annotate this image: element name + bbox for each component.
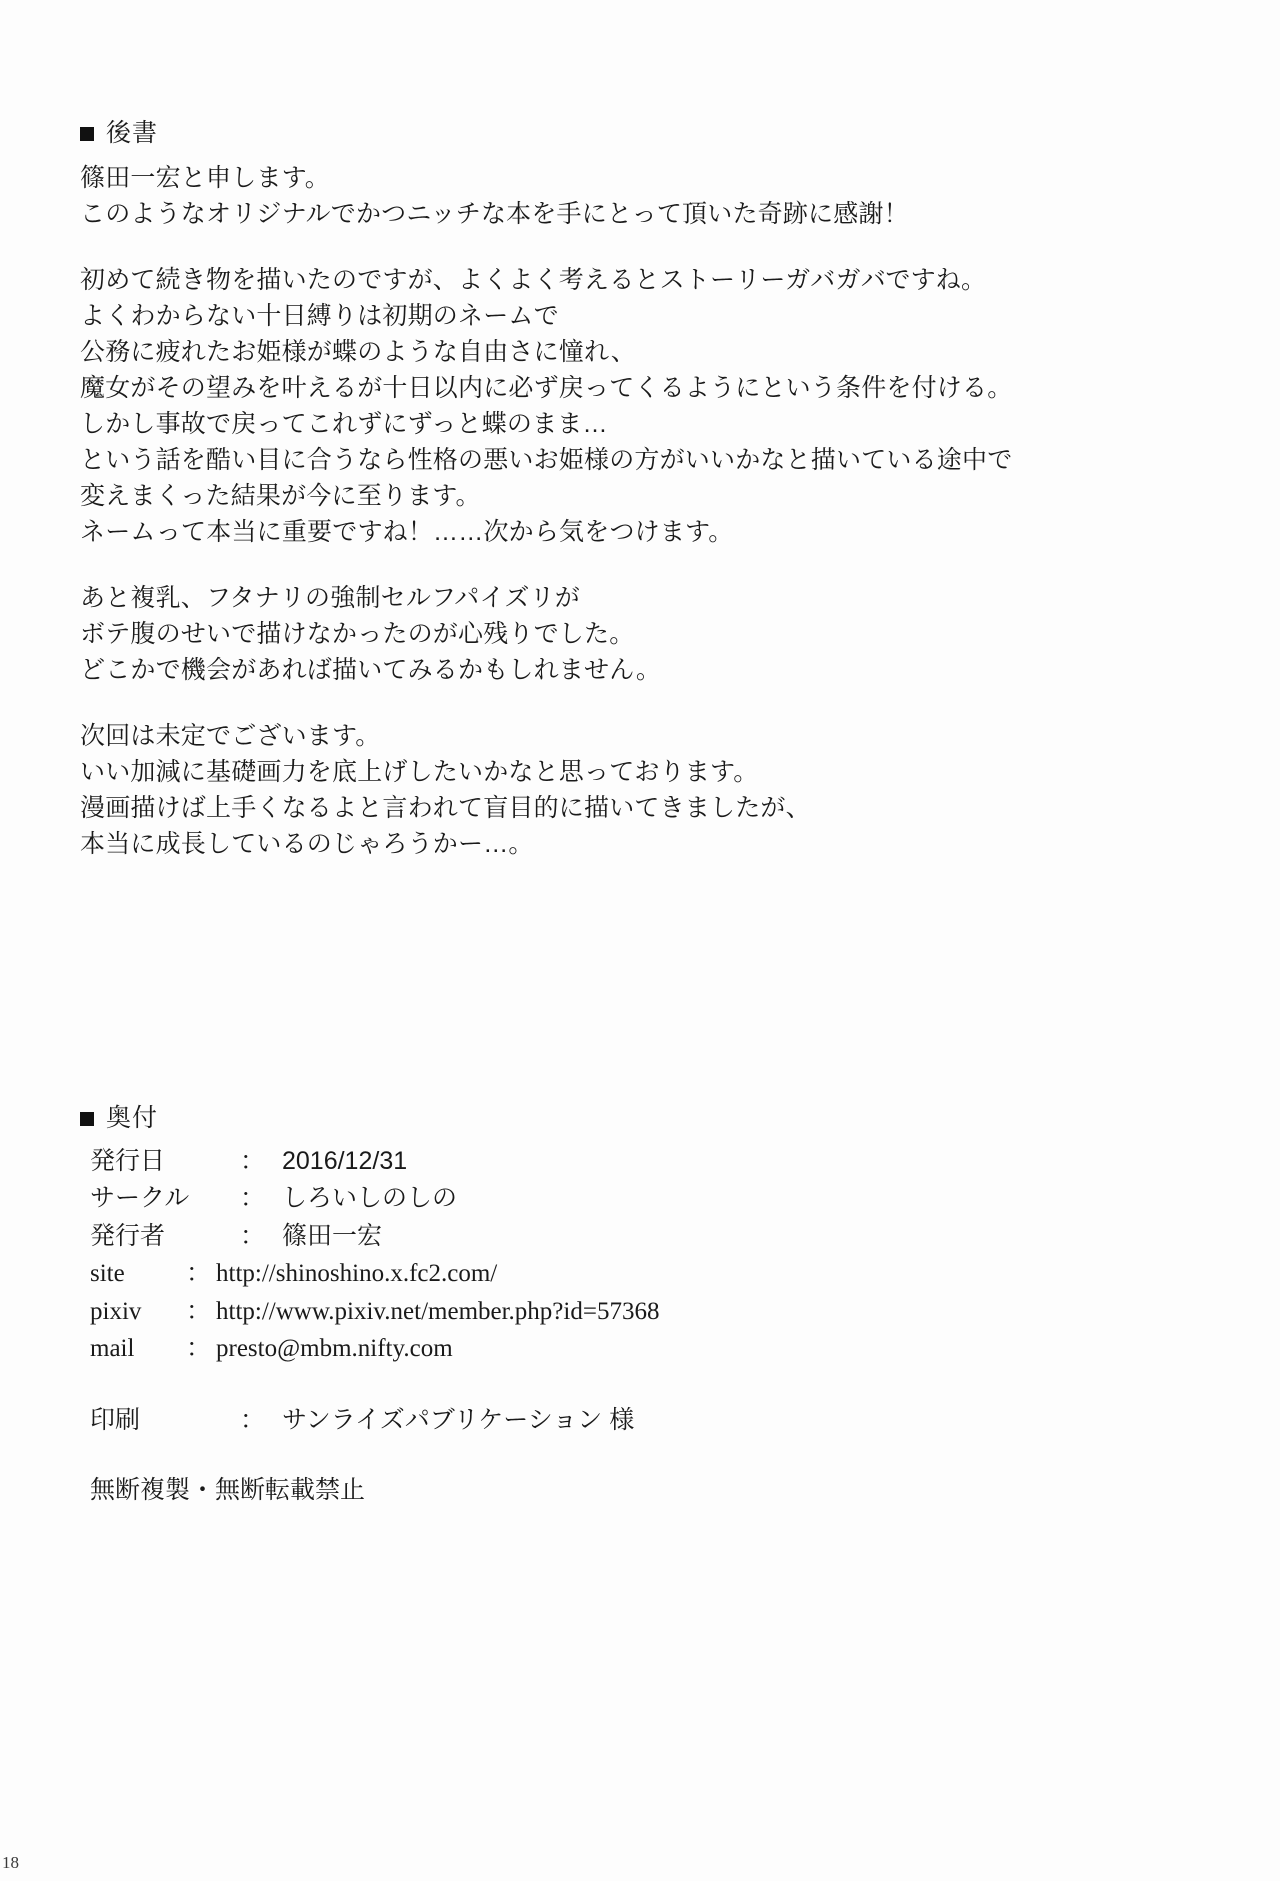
colophon-row-pixiv <box>90 1293 1200 1331</box>
colophon-key: pixiv <box>90 1297 142 1325</box>
afterword-block-1 <box>80 160 1200 232</box>
paragraph-spacer <box>80 688 1200 718</box>
afterword-line: このようなオリジナルでかつニッチな本を手にとって頂いた奇跡に感謝！ <box>80 199 909 228</box>
colophon-value: しろいしのしの <box>282 1184 458 1212</box>
square-bullet-icon <box>80 127 94 141</box>
colophon-separator: ： <box>186 1259 212 1287</box>
afterword-line: 公務に疲れたお姫様が蝶のような自由さに憧れ、 <box>80 337 636 366</box>
square-bullet-icon <box>80 1112 94 1126</box>
colophon-key: 印刷 <box>90 1405 141 1434</box>
afterword-line: ボテ腹のせいで描けなかったのが心残りでした。 <box>80 619 635 648</box>
colophon-section <box>80 1105 1200 1508</box>
afterword-section <box>80 120 1200 862</box>
colophon-value: 2016/12/31 <box>282 1146 408 1175</box>
colophon-value-site-url[interactable]: http://shinoshino.x.fc2.com/ <box>216 1260 498 1287</box>
colophon-separator: ： <box>240 1221 266 1250</box>
afterword-line: 次回は未定でございます。 <box>80 721 381 750</box>
colophon-row-publish-date <box>90 1143 1200 1181</box>
copyright-notice: 無断複製・無断転載禁止 <box>90 1476 366 1504</box>
afterword-line: ネームって本当に重要ですね！……次から気をつけます。 <box>80 517 734 546</box>
afterword-line: という話を酷い目に合うなら性格の悪いお姫様の方がいいかなと描いている途中で <box>80 445 1013 474</box>
afterword-line: 魔女がその望みを叶えるが十日以内に必ず戻ってくるようにという条件を付ける。 <box>80 373 1013 402</box>
colophon-heading-label: 奥付 <box>106 1104 159 1132</box>
colophon-row-circle <box>90 1180 1200 1218</box>
colophon-row-author <box>90 1218 1200 1256</box>
colophon-separator: ： <box>240 1146 266 1175</box>
afterword-line: いい加減に基礎画力を底上げしたいかなと思っております。 <box>80 757 759 786</box>
colophon-value-pixiv-url[interactable]: http://www.pixiv.net/member.php?id=57368 <box>216 1297 660 1325</box>
afterword-line: どこかで機会があれば描いてみるかもしれません。 <box>80 655 662 684</box>
afterword-line: 漫画描けば上手くなるよと言われて盲目的に描いてきましたが、 <box>80 793 811 822</box>
paragraph-spacer <box>80 232 1200 262</box>
afterword-line: よくわからない十日縛りは初期のネームで <box>80 301 559 330</box>
colophon-separator: ： <box>186 1334 212 1362</box>
colophon-value-mail-address[interactable]: presto@mbm.nifty.com <box>216 1335 453 1362</box>
colophon-key: 発行者 <box>90 1221 166 1250</box>
afterword-block-3 <box>80 580 1200 688</box>
colophon-key: サークル <box>90 1184 190 1212</box>
colophon-spacer <box>90 1368 1200 1402</box>
colophon-row-printer <box>90 1402 1200 1440</box>
colophon-key: 発行日 <box>90 1146 166 1175</box>
page-number: 18 <box>2 1853 19 1872</box>
colophon-heading <box>80 1105 1200 1133</box>
afterword-heading <box>80 120 1200 148</box>
colophon-spacer <box>90 1439 1200 1473</box>
afterword-line: 初めて続き物を描いたのですが、よくよく考えるとストーリーガバガバですね。 <box>80 265 987 294</box>
afterword-heading-label: 後書 <box>106 119 159 147</box>
colophon-value: 篠田一宏 <box>282 1221 383 1250</box>
afterword-line: 本当に成長しているのじゃろうかー…。 <box>80 829 534 858</box>
colophon-separator: ： <box>240 1405 266 1434</box>
colophon-separator: ： <box>240 1184 266 1212</box>
afterword-block-4 <box>80 718 1200 862</box>
afterword-line: 変えまくった結果が今に至ります。 <box>80 481 481 510</box>
afterword-block-2 <box>80 262 1200 550</box>
colophon-rows <box>90 1143 1200 1474</box>
afterword-line: あと複乳、フタナリの強制セルフパイズリが <box>80 583 581 612</box>
colophon-separator: ： <box>186 1296 212 1325</box>
afterword-line: しかし事故で戻ってこれずにずっと蝶のまま… <box>80 409 608 438</box>
colophon-row-site <box>90 1255 1200 1293</box>
paragraph-spacer <box>80 550 1200 580</box>
colophon-key: site <box>90 1260 125 1287</box>
colophon-row-mail <box>90 1330 1200 1368</box>
colophon-value: サンライズパブリケーション 様 <box>282 1405 635 1434</box>
afterword-line: 篠田一宏と申します。 <box>80 163 331 192</box>
colophon-key: mail <box>90 1335 135 1362</box>
